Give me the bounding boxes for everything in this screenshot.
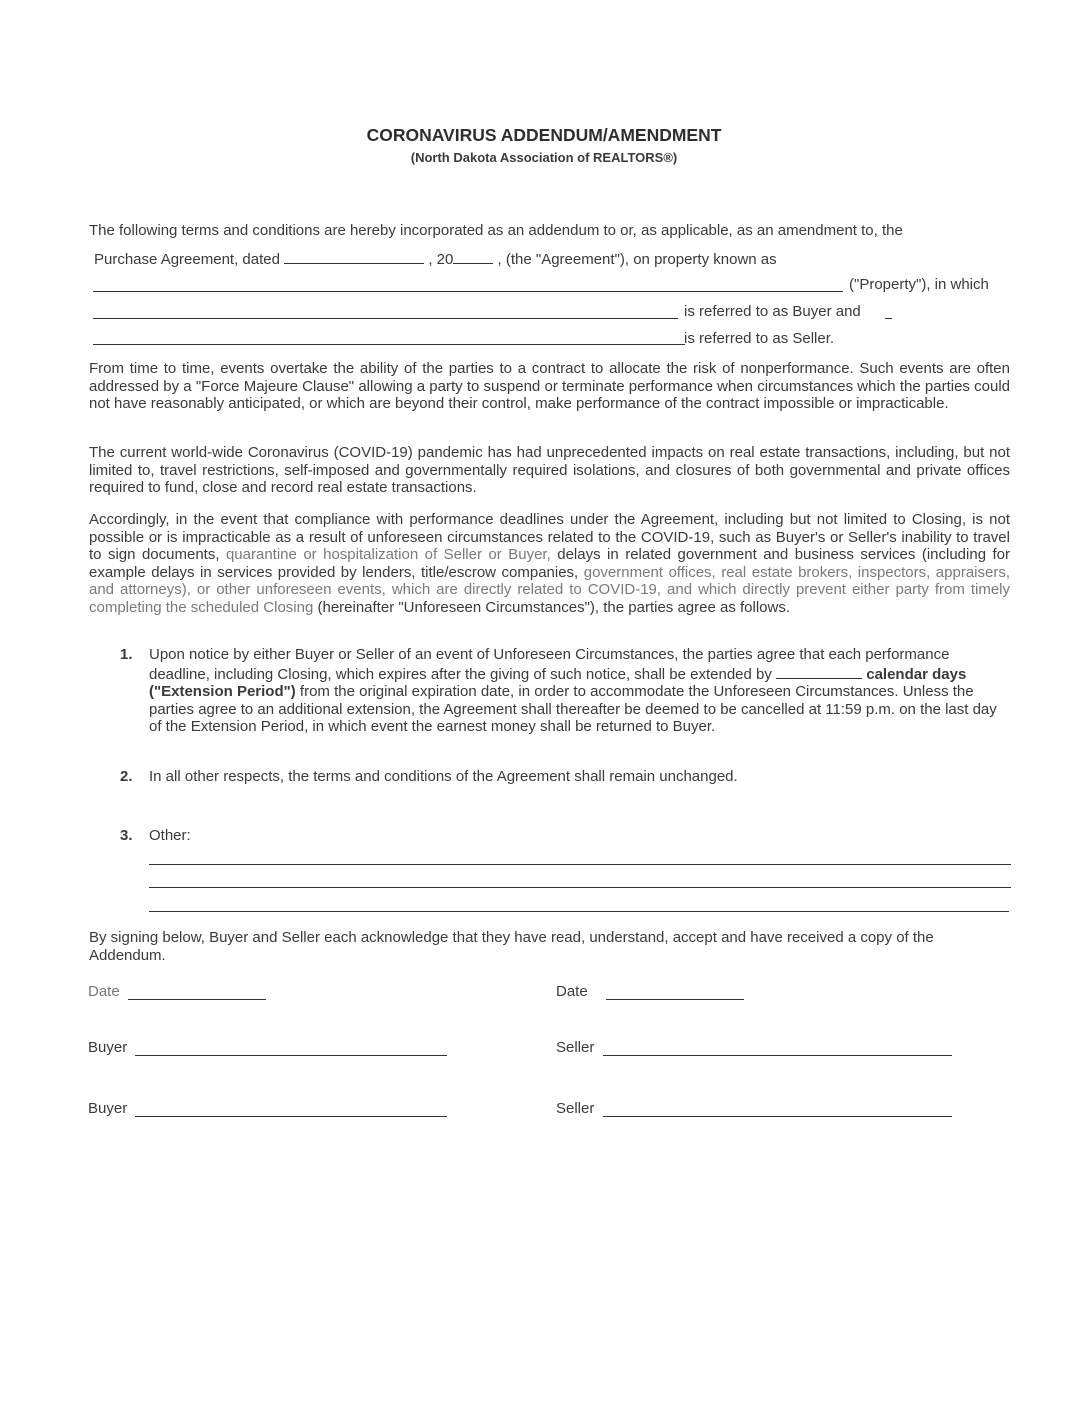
- document-title: CORONAVIRUS ADDENDUM/AMENDMENT: [366, 125, 722, 145]
- buyer-name-field[interactable]: [93, 318, 678, 319]
- accordingly-text-3: delays in related government and business services (including for example delays in services provided by lenders, title/escrow companies,: [89, 546, 1011, 581]
- item-1-text: [149, 646, 1011, 736]
- accordingly-text-4: government offices, real estate brokers, inspectors, appraisers, and attorneys), or other unforeseen events, which are directly related to COVID-19, and which directly prevent either party from timely completing the scheduled Closing: [89, 563, 1011, 616]
- item-1-text-b: from the original expiration date, in order to accommodate the Unforeseen Circumstances. Unless the parties agree to an additional extension, the Agreement shall thereafter be deemed to be cancelled at 11:59 p.m. on the last day of the Extension Period, in which event the earnest money shall be returned to Buyer.: [149, 683, 997, 735]
- force-majeure-paragraph: From time to time, events overtake the ability of the parties to a contract to allocate the risk of nonperformance. Such events are often addressed by a "Force Majeure Clause" allowing a party to suspend or terminate performance when circumstances which the parties could not have reasonably anticipated, or which are beyond their control, make performance of the contract impossible or impracticable.: [89, 360, 1010, 412]
- buyer-2-label: Buyer: [88, 1100, 128, 1117]
- date-left-row: [88, 983, 120, 1000]
- accordingly-text-1: Accordingly, in the event that compliance with performance deadlines under the Agreement, including but not limited to Closing, is not possible or is impracticable as a result of unforeseen circumstances related to the COVID-19, such as Buyer's or Seller's inability to travel to sign documents,: [89, 511, 1010, 563]
- item-3-number: 3.: [120, 827, 133, 844]
- seller-2-label: Seller: [556, 1100, 595, 1117]
- property-label: ("Property"), in which: [849, 276, 989, 293]
- agreement-year-field[interactable]: [453, 249, 493, 264]
- seller-1-signature-field[interactable]: [603, 1055, 952, 1056]
- seller-name-field[interactable]: [93, 344, 685, 345]
- document-subtitle: (North Dakota Association of REALTORS®): [410, 150, 678, 165]
- other-line-1[interactable]: [149, 864, 1011, 865]
- accordingly-paragraph: [89, 511, 1010, 616]
- date-right-row: [556, 983, 588, 1000]
- purchase-agreement-label: Purchase Agreement, dated: [94, 251, 280, 268]
- item-1-text-a: Upon notice by either Buyer or Seller of an event of Unforeseen Circumstances, the parties agree that each performance deadline, including Closing, which expires after the giving of such notice, shall be extended by: [149, 646, 950, 683]
- item-2-number: 2.: [120, 768, 133, 785]
- seller-2-signature-field[interactable]: [603, 1116, 952, 1117]
- accordingly-text-5: (hereinafter "Unforeseen Circumstances"), the parties agree as follows.: [317, 598, 791, 616]
- item-1-bold-text: calendar days ("Extension Period"): [149, 665, 967, 700]
- property-field[interactable]: [93, 291, 843, 292]
- other-line-3[interactable]: [149, 911, 1009, 912]
- buyer-1-signature-field[interactable]: [135, 1055, 447, 1056]
- seller-label: is referred to as Seller.: [684, 330, 835, 347]
- year-prefix: , 20: [428, 251, 454, 268]
- date-left-field[interactable]: [128, 999, 266, 1000]
- extension-days-field[interactable]: [776, 664, 862, 679]
- date-right-label: Date: [556, 983, 588, 1000]
- accordingly-text-2: quarantine or hospitalization of Seller or Buyer,: [225, 546, 551, 563]
- intro-line-2: [94, 249, 777, 268]
- item-3-text: Other:: [149, 827, 191, 844]
- date-left-label: Date: [88, 983, 120, 1000]
- agreement-property-label: , (the "Agreement"), on property known as: [497, 251, 777, 268]
- item-1-number: 1.: [120, 646, 133, 663]
- seller-1-label: Seller: [556, 1039, 595, 1056]
- acknowledgement-paragraph: By signing below, Buyer and Seller each acknowledge that they have read, understand, accept and have received a copy of the Addendum.: [89, 929, 934, 964]
- date-right-field[interactable]: [606, 999, 744, 1000]
- buyer-2-signature-field[interactable]: [135, 1116, 447, 1117]
- buyer-label-underline: [885, 318, 892, 319]
- other-line-2[interactable]: [149, 887, 1011, 888]
- agreement-date-field[interactable]: [284, 249, 424, 264]
- buyer-1-label: Buyer: [88, 1039, 128, 1056]
- covid-impact-paragraph: The current world-wide Coronavirus (COVID-19) pandemic has had unprecedented impacts on real estate transactions, including, but not limited to, travel restrictions, self-imposed and governmentally required isolations, and closures of both governmental and private offices required to fund, close and record real estate transactions.: [89, 444, 1010, 496]
- intro-line-1: The following terms and conditions are hereby incorporated as an addendum to or, as applicable, as an amendment to, the: [89, 222, 903, 239]
- buyer-label: is referred to as Buyer and: [684, 303, 861, 320]
- item-2-text: In all other respects, the terms and conditions of the Agreement shall remain unchanged.: [149, 768, 738, 785]
